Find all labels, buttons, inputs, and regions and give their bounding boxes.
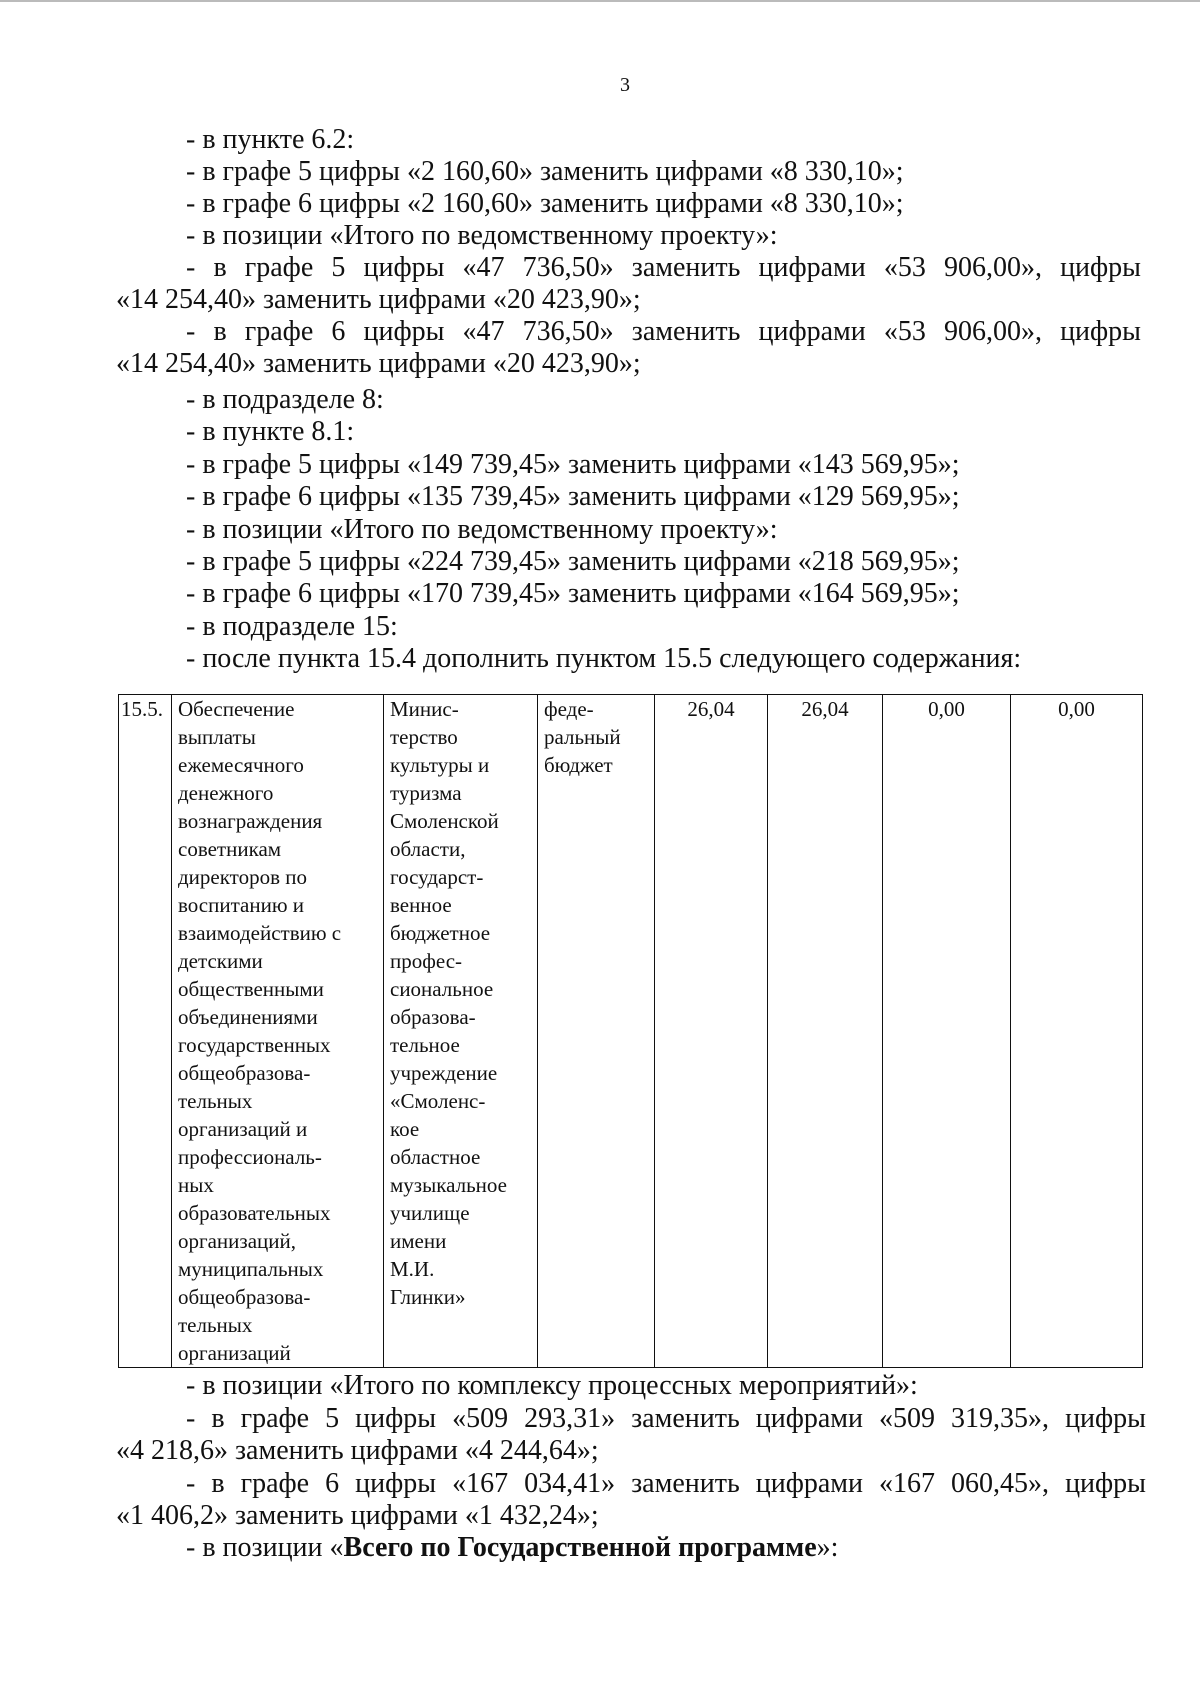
paragraph-line: «4 218,6» заменить цифрами «4 244,64»; bbox=[116, 1435, 599, 1466]
bold-phrase: Всего по Государственной программе bbox=[343, 1532, 817, 1563]
scan-top-edge bbox=[0, 0, 1200, 2]
paragraph-line: - в графе 6 цифры «167 034,41» заменить цифрами «167 060,45», цифры bbox=[186, 1468, 1146, 1499]
column-8-value: 0,00 bbox=[1011, 695, 1143, 1368]
activity-cell: Обеспечение выплаты ежемесячного денежного вознаграждения советникам директоров по воспитанию и взаимодействию с детскими общественными объединениями государственных общеобразова- тельных организаций и профессиональ- ных образовательных организаций, муниципальных общеобразова- тельных организаций bbox=[172, 695, 384, 1368]
executor-cell: Минис- терство культуры и туризма Смоленской области, государст- венное бюджетное профес- сиональное образова- тельное учреждение «Смоленс- кое областное музыкальное училище имени М.И. Глинки» bbox=[384, 695, 538, 1368]
table-row bbox=[119, 695, 1143, 1368]
text-prefix: - в позиции « bbox=[186, 1532, 344, 1563]
paragraph-line: - в графе 6 цифры «47 736,50» заменить цифрами «53 906,00», цифры bbox=[186, 316, 1141, 347]
text-line-total-program bbox=[186, 1532, 838, 1564]
text-line: - в позиции «Итого по ведомственному проекту»: bbox=[186, 220, 778, 251]
funding-source-cell: феде- ральный бюджет bbox=[538, 695, 655, 1368]
text-line: - в подразделе 8: bbox=[186, 384, 384, 415]
text-line: - в графе 5 цифры «149 739,45» заменить цифрами «143 569,95»; bbox=[186, 449, 960, 480]
column-5-value: 26,04 bbox=[655, 695, 768, 1368]
paragraph-line: - в графе 5 цифры «47 736,50» заменить цифрами «53 906,00», цифры bbox=[186, 252, 1141, 283]
text-line: - в графе 6 цифры «135 739,45» заменить цифрами «129 569,95»; bbox=[186, 481, 960, 512]
page-number: 3 bbox=[620, 74, 630, 96]
text-line: - в графе 6 цифры «170 739,45» заменить цифрами «164 569,95»; bbox=[186, 578, 960, 609]
paragraph-line: «1 406,2» заменить цифрами «1 432,24»; bbox=[116, 1500, 599, 1531]
amendment-table bbox=[118, 694, 1143, 1368]
text-line: - в графе 6 цифры «2 160,60» заменить цифрами «8 330,10»; bbox=[186, 188, 904, 219]
text-line: - в подразделе 15: bbox=[186, 611, 398, 642]
column-7-value: 0,00 bbox=[883, 695, 1011, 1368]
paragraph-line: «14 254,40» заменить цифрами «20 423,90»; bbox=[116, 348, 641, 379]
text-line: - в пункте 8.1: bbox=[186, 416, 355, 447]
text-line: - в пункте 6.2: bbox=[186, 124, 355, 155]
paragraph-line: «14 254,40» заменить цифрами «20 423,90»; bbox=[116, 284, 641, 315]
text-line: - в графе 5 цифры «2 160,60» заменить цифрами «8 330,10»; bbox=[186, 156, 904, 187]
paragraph-line: - в графе 5 цифры «509 293,31» заменить цифрами «509 319,35», цифры bbox=[186, 1403, 1146, 1434]
text-line: - в позиции «Итого по комплексу процессных мероприятий»: bbox=[186, 1370, 918, 1401]
item-number-cell: 15.5. bbox=[119, 695, 172, 1368]
text-line: - в позиции «Итого по ведомственному проекту»: bbox=[186, 514, 778, 545]
text-suffix: »: bbox=[816, 1532, 839, 1563]
column-6-value: 26,04 bbox=[768, 695, 883, 1368]
text-line: - после пункта 15.4 дополнить пунктом 15.5 следующего содержания: bbox=[186, 643, 1022, 674]
text-line: - в графе 5 цифры «224 739,45» заменить цифрами «218 569,95»; bbox=[186, 546, 960, 577]
